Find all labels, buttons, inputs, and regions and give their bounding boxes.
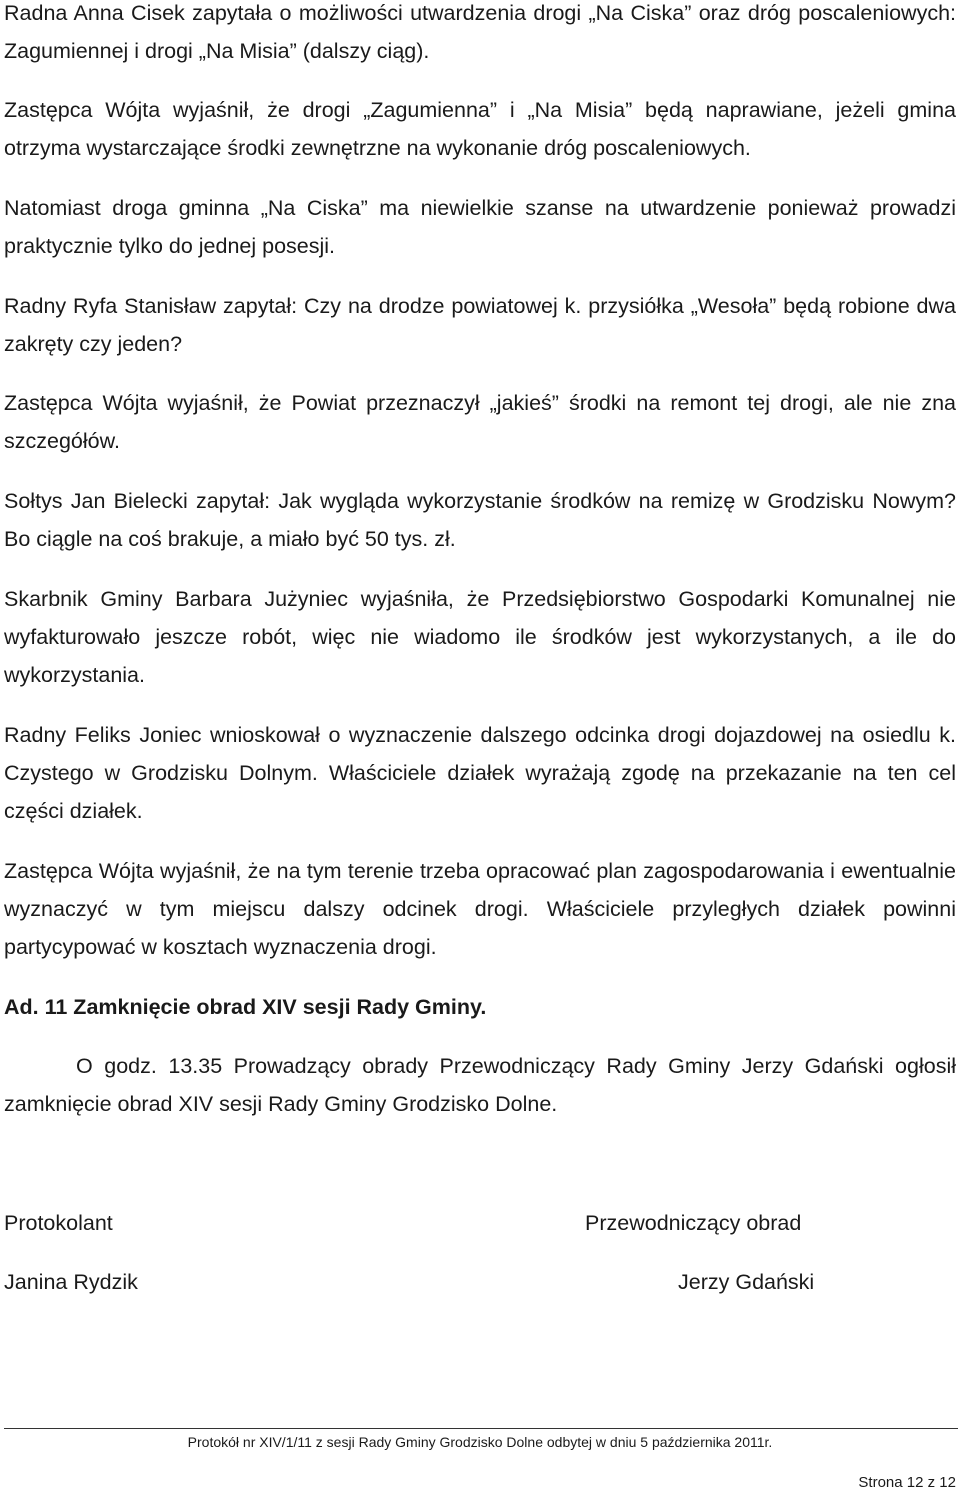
paragraph-7: Skarbnik Gminy Barbara Jużyniec wyjaśniła, że Przedsiębiorstwo Gospodarki Komunalnej nie wyfakturowało jeszcze robót, więc nie wiadomo ile środków jest wykorzystanych, a ile do wykorzystania. <box>4 587 956 687</box>
section-heading: Ad. 11 Zamknięcie obrad XIV sesji Rady Gminy. <box>4 995 487 1019</box>
paragraph-5: Zastępca Wójta wyjaśnił, że Powiat przeznaczył „jakieś” środki na remont tej drogi, ale nie zna szczegółów. <box>4 391 956 453</box>
closing-paragraph: O godz. 13.35 Prowadzący obrady Przewodniczący Rady Gminy Jerzy Gdański ogłosił zamknięcie obrad XIV sesji Rady Gminy Grodzisko Dolne. <box>4 1054 956 1116</box>
paragraph-4: Radny Ryfa Stanisław zapytał: Czy na drodze powiatowej k. przysiółka „Wesoła” będą robione dwa zakręty czy jeden? <box>4 294 956 356</box>
paragraph-9: Zastępca Wójta wyjaśnił, że na tym terenie trzeba opracować plan zagospodarowania i ewentualnie wyznaczyć w tym miejscu dalszy odcinek drogi. Właściciele przyległych działek powinni partycypować w kosztach wyznaczenia drogi. <box>4 859 956 959</box>
signature-right-name: Jerzy Gdański <box>678 1270 815 1294</box>
signature-right-role: Przewodniczący obrad <box>585 1211 802 1235</box>
footer-text: Protokół nr XIV/1/11 z sesji Rady Gminy Grodzisko Dolne odbytej w dniu 5 października 2011r. <box>187 1434 773 1450</box>
signature-left-role: Protokolant <box>4 1211 113 1235</box>
paragraph-2: Zastępca Wójta wyjaśnił, że drogi „Zagumienna” i „Na Misia” będą naprawiane, jeżeli gmina otrzyma wystarczające środki zewnętrzne na wykonanie dróg poscaleniowych. <box>4 98 956 160</box>
paragraph-8: Radny Feliks Joniec wnioskował o wyznaczenie dalszego odcinka drogi dojazdowej na osiedlu k. Czystego w Grodzisku Dolnym. Właściciele działek wyrażają zgodę na przekazanie na ten cel części działek. <box>4 723 956 823</box>
footer-rule <box>4 1428 958 1429</box>
signature-left-name: Janina Rydzik <box>4 1270 138 1294</box>
page-number: Strona 12 z 12 <box>858 1474 956 1491</box>
paragraph-6: Sołtys Jan Bielecki zapytał: Jak wygląda wykorzystanie środków na remizę w Grodzisku Nowym? Bo ciągle na coś brakuje, a miało być 50 tys. zł. <box>4 489 956 551</box>
paragraph-3: Natomiast droga gminna „Na Ciska” ma niewielkie szanse na utwardzenie ponieważ prowadzi praktycznie tylko do jednej posesji. <box>4 196 956 258</box>
paragraph-1: Radna Anna Cisek zapytała o możliwości utwardzenia drogi „Na Ciska” oraz dróg poscaleniowych: Zagumiennej i drogi „Na Misia” (dalszy ciąg). <box>4 1 956 63</box>
